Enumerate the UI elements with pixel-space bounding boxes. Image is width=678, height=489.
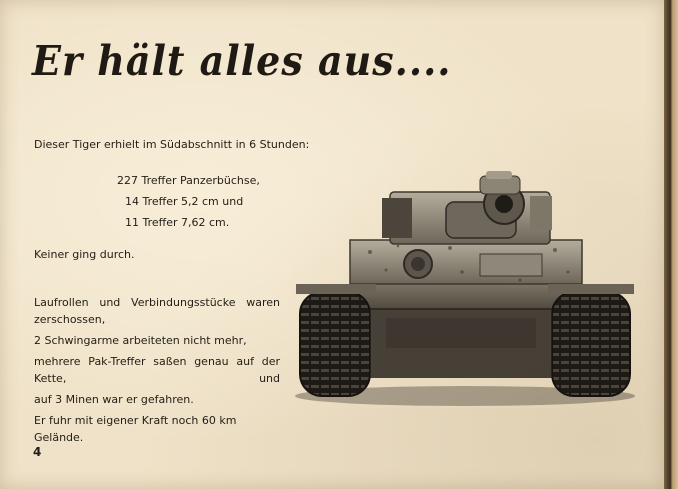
book-binding xyxy=(664,0,678,489)
damage-line: 2 Schwingarme arbeiteten nicht mehr, xyxy=(34,334,247,347)
damage-list xyxy=(34,294,280,450)
hit-line: 14 Treffer 5,2 cm und xyxy=(125,195,244,208)
page-number: 4 xyxy=(33,445,42,459)
intro-text: Dieser Tiger erhielt im Südabschnitt in 6 Stunden: xyxy=(34,138,310,151)
verdict-text: Keiner ging durch. xyxy=(34,248,135,261)
damage-line: Laufrollen und Verbindungsstücke waren zerschossen, xyxy=(34,296,280,326)
hit-line: 11 Treffer 7,62 cm. xyxy=(125,216,230,229)
page-heading: Er hält alles aus.... xyxy=(32,36,452,85)
damage-line: auf 3 Minen war er gefahren. xyxy=(34,393,194,406)
hit-list xyxy=(117,170,260,233)
damage-line: Er fuhr mit eigener Kraft noch 60 km Gelände. xyxy=(34,414,237,444)
hit-line: 227 Treffer Panzerbüchse, xyxy=(117,174,260,187)
tank-photo xyxy=(290,168,640,408)
damage-line: mehrere Pak-Treffer saßen genau auf der Kette, und xyxy=(34,355,280,385)
